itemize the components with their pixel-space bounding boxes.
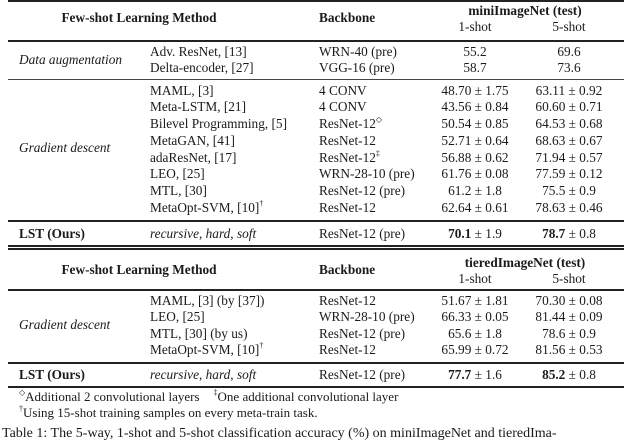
one-shot-cell: 43.56 ± 0.84: [441, 99, 509, 114]
backbone-cell: ResNet-12 (pre): [319, 226, 406, 241]
one-shot-cell: 52.71 ± 0.64: [441, 133, 509, 148]
five-shot-cell: 60.60 ± 0.71: [535, 99, 603, 114]
backbone-cell: WRN-28-10 (pre): [319, 166, 415, 181]
header-dataset: tieredImageNet (test): [464, 255, 586, 270]
one-shot-cell: 77.7 ± 1.6: [448, 367, 502, 382]
method-cell: LEO, [25]: [150, 166, 205, 181]
five-shot-cell: 81.44 ± 0.09: [535, 309, 603, 324]
backbone-cell: ResNet-12: [319, 133, 376, 148]
group-label-gradient-descent: Gradient descent: [19, 317, 111, 332]
header-1shot: 1-shot: [458, 271, 492, 286]
ours-variants: recursive, hard, soft: [150, 226, 257, 241]
diamond-mark-icon: ◇: [375, 115, 383, 124]
group-rule: [8, 79, 624, 80]
method-cell: MTL, [30] (by us): [150, 326, 248, 341]
one-shot-cell: 48.70 ± 1.75: [441, 83, 509, 98]
header-backbone: Backbone: [319, 262, 376, 277]
dagger-mark-icon: †: [259, 341, 264, 350]
method-cell: adaResNet, [17]: [150, 150, 237, 165]
one-shot-cell: 56.88 ± 0.62: [441, 150, 509, 165]
backbone-cell: VGG-16 (pre): [319, 60, 395, 75]
header-backbone: Backbone: [319, 10, 376, 25]
method-cell: MetaOpt-SVM, [10]†: [150, 199, 264, 215]
backbone-cell: WRN-40 (pre): [319, 44, 397, 59]
top-rule: [8, 0, 624, 2]
one-shot-cell: 51.67 ± 1.81: [441, 293, 509, 308]
one-shot-cell: 65.6 ± 1.8: [448, 326, 502, 341]
backbone-cell: ResNet-12 (pre): [319, 326, 406, 341]
ours-label: LST (Ours): [19, 367, 85, 382]
five-shot-cell: 71.94 ± 0.57: [535, 150, 603, 165]
backbone-cell: ResNet-12‡: [319, 149, 380, 165]
one-shot-cell: 66.33 ± 0.05: [441, 309, 509, 324]
ours-rule: [8, 220, 624, 222]
bottom-double-rule-1: [8, 245, 624, 247]
backbone-cell: 4 CONV: [319, 99, 367, 114]
five-shot-cell: 64.53 ± 0.68: [535, 116, 603, 131]
five-shot-cell: 77.59 ± 0.12: [535, 166, 603, 181]
ours-rule: [8, 362, 624, 364]
header-5shot: 5-shot: [552, 271, 586, 286]
footnote-line-2: †Using 15-shot training samples on every meta-train task.: [19, 404, 318, 420]
method-cell: MAML, [3] (by [37]): [150, 293, 265, 308]
header-5shot: 5-shot: [552, 19, 586, 34]
one-shot-cell: 61.76 ± 0.08: [441, 166, 509, 181]
table-caption: Table 1: The 5-way, 1-shot and 5-shot classification accuracy (%) on miniImageNet and tieredIma-: [2, 426, 557, 441]
ours-variants: recursive, hard, soft: [150, 367, 257, 382]
ours-label: LST (Ours): [19, 226, 85, 241]
backbone-cell: ResNet-12 (pre): [319, 367, 406, 382]
group-label-gradient-descent: Gradient descent: [19, 140, 111, 155]
dagger-mark-icon: †: [19, 404, 23, 413]
one-shot-cell: 50.54 ± 0.85: [441, 116, 509, 131]
one-shot-cell: 62.64 ± 0.61: [441, 200, 509, 215]
method-cell: MAML, [3]: [150, 83, 214, 98]
backbone-cell: ResNet-12◇: [319, 115, 383, 131]
method-cell: Meta-LSTM, [21]: [150, 99, 247, 114]
method-cell: Delta-encoder, [27]: [150, 60, 254, 75]
one-shot-cell: 65.99 ± 0.72: [441, 342, 509, 357]
backbone-cell: ResNet-12: [319, 293, 376, 308]
backbone-cell: 4 CONV: [319, 83, 367, 98]
five-shot-cell: 78.7 ± 0.8: [542, 226, 596, 241]
five-shot-cell: 73.6: [557, 60, 581, 75]
diamond-mark-icon: ◇: [19, 388, 26, 397]
backbone-cell: ResNet-12: [319, 342, 376, 357]
five-shot-cell: 69.6: [557, 44, 581, 59]
double-dagger-mark-icon: ‡: [375, 149, 380, 158]
header-1shot: 1-shot: [458, 19, 492, 34]
backbone-cell: ResNet-12 (pre): [319, 183, 406, 198]
five-shot-cell: 68.63 ± 0.67: [535, 133, 603, 148]
one-shot-cell: 61.2 ± 1.8: [448, 183, 502, 198]
double-dagger-mark-icon: ‡: [213, 388, 218, 397]
backbone-cell: WRN-28-10 (pre): [319, 309, 415, 324]
group-label-data-augmentation: Data augmentation: [19, 52, 123, 67]
backbone-cell: ResNet-12: [319, 200, 376, 215]
five-shot-cell: 81.56 ± 0.53: [535, 342, 603, 357]
five-shot-cell: 78.6 ± 0.9: [542, 326, 596, 341]
method-cell: Adv. ResNet, [13]: [150, 44, 247, 59]
five-shot-cell: 63.11 ± 0.92: [535, 83, 603, 98]
header-dataset: miniImageNet (test): [468, 3, 582, 18]
one-shot-cell: 58.7: [463, 60, 487, 75]
header-rule: [8, 40, 624, 42]
one-shot-cell: 55.2: [463, 44, 487, 59]
method-cell: MetaGAN, [41]: [150, 133, 235, 148]
method-cell: MetaOpt-SVM, [10]†: [150, 341, 264, 357]
bottom-double-rule-2: [8, 248, 624, 250]
dagger-mark-icon: †: [259, 199, 264, 208]
method-cell: MTL, [30]: [150, 183, 207, 198]
header-method: Few-shot Learning Method: [61, 262, 217, 277]
five-shot-cell: 75.5 ± 0.9: [542, 183, 596, 198]
method-cell: LEO, [25]: [150, 309, 205, 324]
header-rule: [8, 289, 624, 291]
five-shot-cell: 70.30 ± 0.08: [535, 293, 603, 308]
five-shot-cell: 85.2 ± 0.8: [542, 367, 596, 382]
five-shot-cell: 78.63 ± 0.46: [535, 200, 603, 215]
method-cell: Bilevel Programming, [5]: [150, 116, 288, 131]
one-shot-cell: 70.1 ± 1.9: [448, 226, 502, 241]
footnote-line-1: ◇Additional 2 convolutional layers ‡One additional convolutional layer: [19, 388, 399, 404]
bottom-rule: [8, 386, 624, 388]
header-method: Few-shot Learning Method: [61, 10, 217, 25]
